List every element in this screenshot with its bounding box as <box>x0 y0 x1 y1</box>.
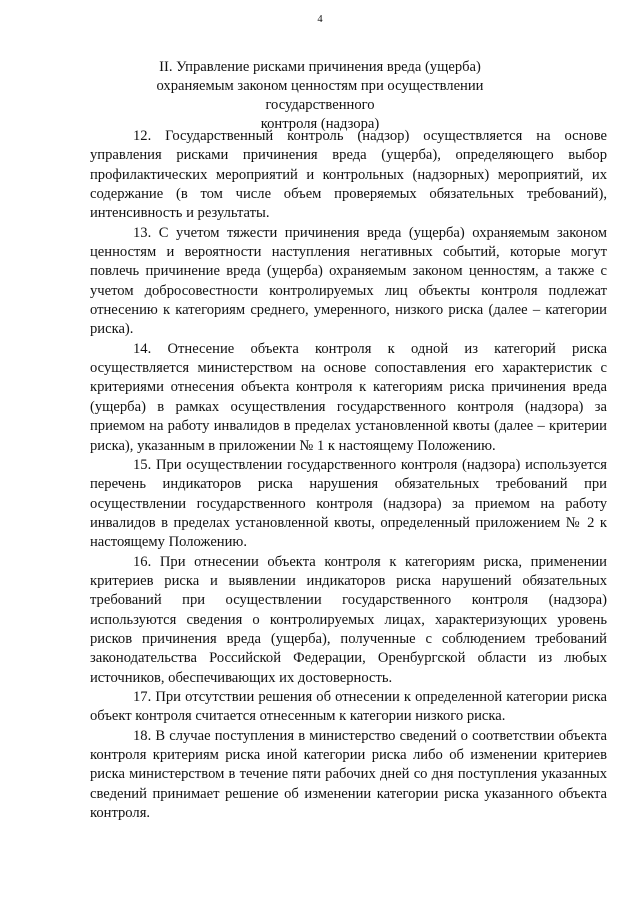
paragraph-14: 14. Отнесение объекта контроля к одной из категорий риска осуществляется министерством на основе сопоставления его характеристик с критериями отнесения объекта контроля к категориям риска причинения вреда (ущерба) в рамках осуществления государственного контроля (надзора) за приемом на работу инвалидов в пределах установленной квоты (далее – критерии риска), указанным в приложении № 1 к настоящему Положению. <box>90 340 607 454</box>
paragraph-17: 17. При отсутствии решения об отнесении к определенной категории риска объект контроля считается отнесенным к категории низкого риска. <box>90 688 607 725</box>
page-number: 4 <box>317 14 323 25</box>
document-body <box>90 127 607 823</box>
section-heading-line-1: II. Управление рисками причинения вреда (ущерба) <box>159 59 481 75</box>
section-heading-line-3: контроля (надзора) <box>260 116 380 132</box>
section-heading-line-2: охраняемым законом ценностям при осуществлении государственного <box>156 78 484 113</box>
paragraph-12: 12. Государственный контроль (надзор) осуществляется на основе управления рисками причинения вреда (ущерба), определяющего выбор профилактических мероприятий и контрольных (надзорных) мероприятий, их содержание (в том числе объем проверяемых обязательных требований), интенсивность и результаты. <box>90 128 607 222</box>
paragraph-13: 13. С учетом тяжести причинения вреда (ущерба) охраняемым законом ценностям и вероятности наступления негативных событий, которые могут повлечь причинение вреда (ущерба) охраняемым законом ценностям, а также с учетом добросовестности контролируемых лиц объекты контроля подлежат отнесению к категориям среднего, умеренного, низкого риска (далее – категории риска). <box>90 224 607 338</box>
paragraph-16: 16. При отнесении объекта контроля к категориям риска, применении критериев риска и выявлении индикаторов риска нарушений обязательных требований при осуществлении государственного контроля (надзора) используются сведения о контролируемых лицах, характеризующих уровень рисков причинения вреда (ущерба), полученные с соблюдением требований законодательства Российской Федерации, Оренбургской области из любых источников, обеспечивающих их достоверность. <box>90 553 607 686</box>
section-heading <box>112 58 528 134</box>
paragraph-18: 18. В случае поступления в министерство сведений о соответствии объекта контроля критериям риска иной категории риска либо об изменении критериев риска министерством в течение пяти рабочих дней со дня поступления указанных сведений принимает решение об изменении категории риска указанного объекта контроля. <box>90 727 607 822</box>
paragraph-15: 15. При осуществлении государственного контроля (надзора) используется перечень индикаторов риска нарушения обязательных требований при осуществлении государственного контроля (надзора) за приемом на работу инвалидов в пределах установленной квоты, определенный приложением № 2 к настоящему Положению. <box>90 456 607 551</box>
